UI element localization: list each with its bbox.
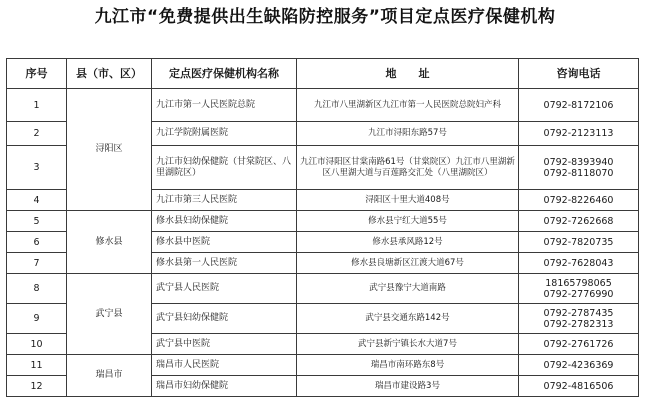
- address: 瑞昌市南环路东8号: [297, 355, 519, 376]
- page-title: 九江市“免费提供出生缺陷防控服务”项目定点医疗保健机构: [94, 7, 556, 27]
- org-name: 修水县第一人民医院: [152, 253, 297, 274]
- org-name: 武宁县中医院: [152, 334, 297, 355]
- address: 修水县良塘新区江渡大道67号: [297, 253, 519, 274]
- phone: 0792-8172106: [519, 89, 639, 122]
- phone: 0792-2123113: [519, 122, 639, 146]
- phone: 0792-4236369: [519, 355, 639, 376]
- address: 武宁县交通东路142号: [297, 304, 519, 334]
- org-name: 修水县中医院: [152, 232, 297, 253]
- phone: 0792-2787435: [543, 307, 614, 319]
- header-phone: 咨询电话: [519, 59, 639, 89]
- phone-secondary: 0792-2782313: [543, 318, 614, 330]
- row-number: 8: [7, 274, 67, 304]
- org-name: 九江学院附属医院: [152, 122, 297, 146]
- table-row: [7, 274, 639, 304]
- phone: 18165798065: [545, 277, 612, 289]
- row-number: 12: [7, 376, 67, 397]
- phone-cell: [519, 274, 639, 304]
- address: 瑞昌市建设路3号: [297, 376, 519, 397]
- institution-table: [6, 58, 639, 397]
- phone: 0792-8226460: [519, 190, 639, 211]
- row-number: 1: [7, 89, 67, 122]
- row-number: 9: [7, 304, 67, 334]
- phone: 0792-7628043: [519, 253, 639, 274]
- org-name: 瑞昌市人民医院: [152, 355, 297, 376]
- header-address: 地 址: [297, 59, 519, 89]
- table-row: [7, 89, 639, 122]
- phone: 0792-2761726: [519, 334, 639, 355]
- address: 修水县承风路12号: [297, 232, 519, 253]
- row-number: 11: [7, 355, 67, 376]
- org-name: 武宁县人民医院: [152, 274, 297, 304]
- row-number: 3: [7, 146, 67, 190]
- row-number: 6: [7, 232, 67, 253]
- table-row: [7, 211, 639, 232]
- header-org: 定点医疗保健机构名称: [152, 59, 297, 89]
- phone-secondary: 0792-2776990: [543, 288, 614, 300]
- header-county: 县（市、区）: [67, 59, 152, 89]
- phone: 0792-4816506: [519, 376, 639, 397]
- address: 修水县宁红大道55号: [297, 211, 519, 232]
- row-number: 2: [7, 122, 67, 146]
- address: 武宁县豫宁大道南路: [297, 274, 519, 304]
- county-cell: 瑞昌市: [67, 355, 152, 397]
- county-cell: 武宁县: [67, 274, 152, 355]
- address: 武宁县新宁镇长水大道7号: [297, 334, 519, 355]
- org-name: 瑞昌市妇幼保健院: [152, 376, 297, 397]
- org-name: 武宁县妇幼保健院: [152, 304, 297, 334]
- org-name: 九江市第一人民医院总院: [152, 89, 297, 122]
- table-row: [7, 355, 639, 376]
- address: 九江市八里湖新区九江市第一人民医院总院妇产科: [297, 89, 519, 122]
- row-number: 5: [7, 211, 67, 232]
- address: 浔阳区十里大道408号: [297, 190, 519, 211]
- org-name: 九江市第三人民医院: [152, 190, 297, 211]
- row-number: 7: [7, 253, 67, 274]
- row-number: 10: [7, 334, 67, 355]
- header-no: 序号: [7, 59, 67, 89]
- county-cell: 修水县: [67, 211, 152, 274]
- row-number: 4: [7, 190, 67, 211]
- org-name: 修水县妇幼保健院: [152, 211, 297, 232]
- phone-cell: [519, 146, 639, 190]
- address: 九江市浔阳区甘棠南路61号（甘棠院区）九江市八里湖新区八里湖大道与百莲路交汇处（八里湖院区）: [297, 146, 519, 190]
- phone-secondary: 0792-8118070: [543, 167, 614, 179]
- county-cell: 浔阳区: [67, 89, 152, 211]
- phone-cell: [519, 304, 639, 334]
- phone: 0792-7820735: [519, 232, 639, 253]
- phone: 0792-8393940: [543, 156, 614, 168]
- header-row: [7, 59, 639, 89]
- org-name: 九江市妇幼保健院（甘棠院区、八里湖院区）: [152, 146, 297, 190]
- address: 九江市浔阳东路57号: [297, 122, 519, 146]
- phone: 0792-7262668: [519, 211, 639, 232]
